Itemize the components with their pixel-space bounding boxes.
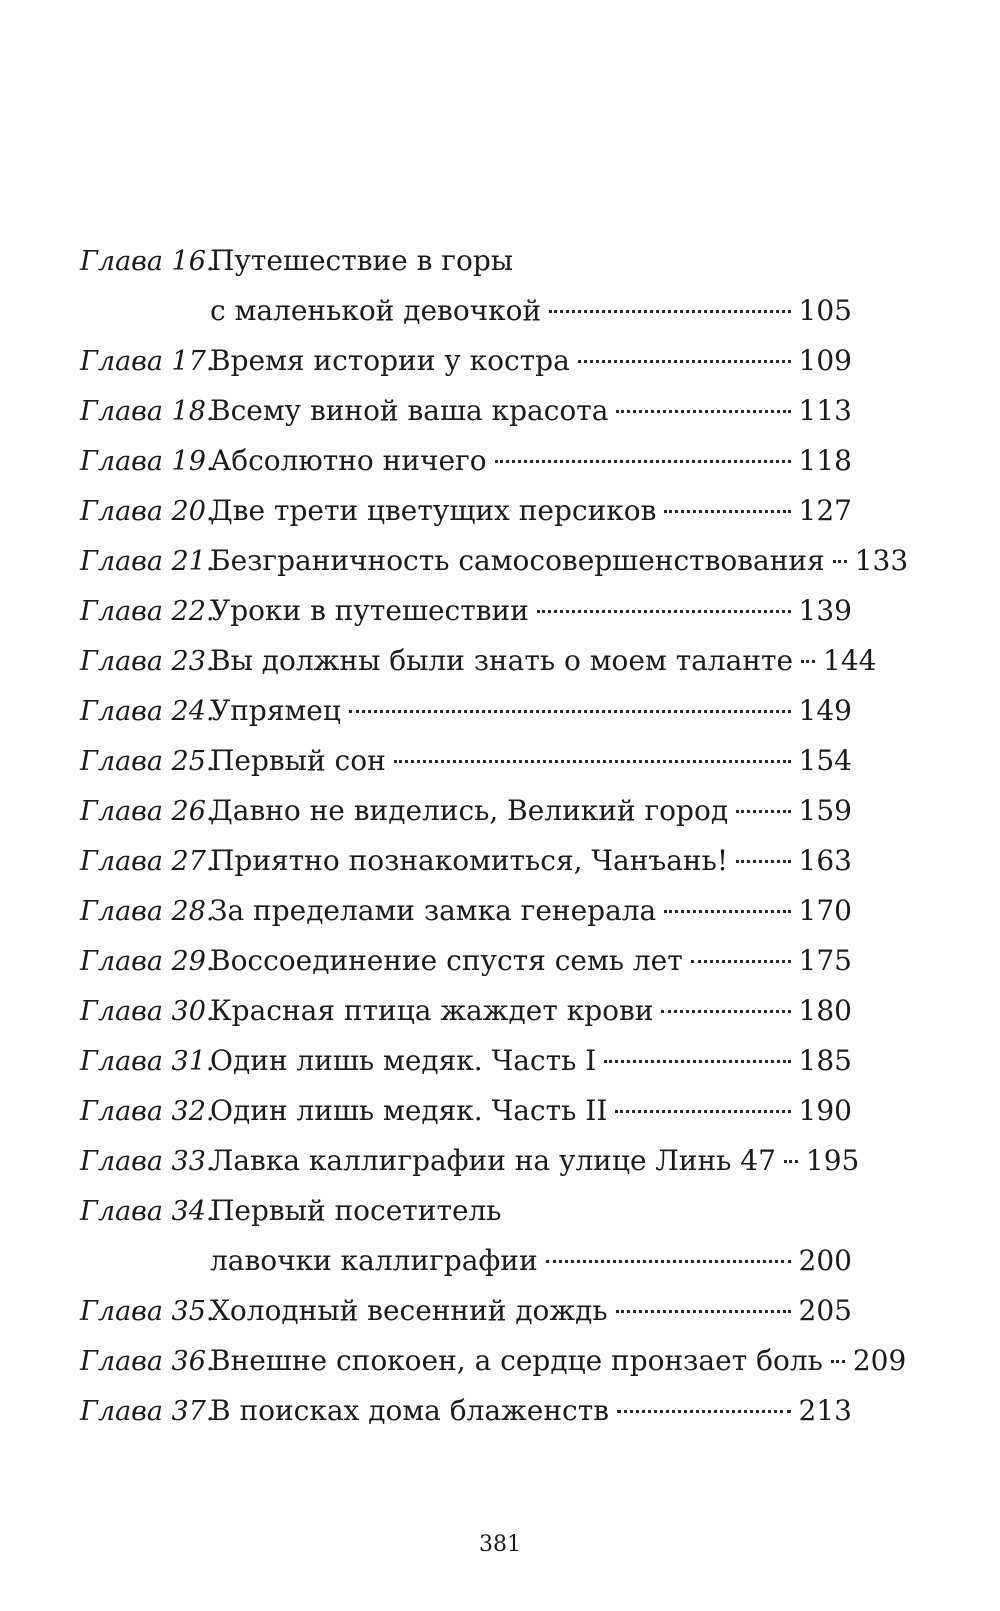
toc-entry	[80, 1286, 852, 1336]
chapter-title: Красная птица жаждет крови	[210, 994, 654, 1027]
dot-leader	[615, 1110, 790, 1113]
page-number: 209	[852, 1344, 907, 1377]
chapter-number: Глава 22.	[80, 596, 215, 627]
chapter-title: Холодный весенний дождь	[210, 1294, 608, 1327]
dot-leader	[664, 510, 790, 513]
chapter-title: Абсолютно ничего	[210, 444, 487, 477]
chapter-title: В поисках дома блаженств	[210, 1394, 609, 1427]
toc-entry	[80, 536, 909, 586]
chapter-number: Глава 33.	[80, 1146, 215, 1177]
page-number: 127	[798, 494, 852, 527]
dot-leader	[349, 710, 791, 713]
dot-leader	[664, 910, 790, 913]
page-number: 213	[798, 1394, 852, 1427]
chapter-number: Глава 23.	[80, 646, 215, 677]
chapter-title: Внешне спокоен, а сердце пронзает боль	[210, 1344, 823, 1377]
dot-leader	[833, 560, 847, 563]
chapter-number: Глава 16.	[80, 246, 215, 277]
dot-leader	[784, 1160, 798, 1163]
toc-entry	[80, 386, 852, 436]
dot-leader	[495, 460, 791, 463]
page-number: 190	[798, 1094, 852, 1127]
chapter-number: Глава 28.	[80, 896, 215, 927]
toc-entry	[80, 586, 852, 636]
page-number: 205	[798, 1294, 852, 1327]
page-number: 109	[798, 344, 852, 377]
dot-leader	[394, 760, 791, 763]
page-number: 163	[798, 844, 852, 877]
chapter-number: Глава 34.	[80, 1196, 215, 1227]
chapter-title: Первый сон	[210, 744, 386, 777]
toc-entry	[80, 736, 852, 786]
toc-entry	[80, 1386, 852, 1436]
chapter-number: Глава 21.	[80, 546, 215, 577]
dot-leader	[801, 660, 815, 663]
chapter-title: Две трети цветущих персиков	[210, 494, 657, 527]
toc-entry	[80, 1086, 852, 1136]
chapter-title: Путешествие в горы	[210, 244, 514, 277]
toc-entry	[80, 1186, 852, 1236]
folio-page-number: 381	[479, 1532, 521, 1557]
chapter-title: Время истории у костра	[210, 344, 570, 377]
chapter-title: Давно не виделись, Великий город	[210, 794, 729, 827]
chapter-title: Уроки в путешествии	[210, 594, 529, 627]
toc-entry	[80, 486, 852, 536]
dot-leader	[736, 810, 790, 813]
page-number: 180	[798, 994, 852, 1027]
chapter-number: Глава 17.	[80, 346, 215, 377]
page-number: 118	[798, 444, 852, 477]
toc-entry	[80, 886, 852, 936]
chapter-title: Упрямец	[210, 694, 341, 727]
dot-leader	[736, 860, 790, 863]
chapter-title: Один лишь медяк. Часть I	[210, 1044, 597, 1077]
chapter-number: Глава 37.	[80, 1396, 215, 1427]
chapter-number: Глава 35.	[80, 1296, 215, 1327]
dot-leader	[617, 1410, 791, 1413]
chapter-number: Глава 36.	[80, 1346, 215, 1377]
page-number: 105	[798, 294, 852, 327]
toc-entry	[80, 836, 852, 886]
toc-entry	[80, 686, 852, 736]
chapter-number: Глава 27.	[80, 846, 215, 877]
dot-leader	[578, 360, 791, 363]
dot-leader	[616, 410, 790, 413]
page-number: 154	[798, 744, 852, 777]
chapter-title: Вы должны были знать о моем таланте	[210, 644, 794, 677]
table-of-contents	[80, 236, 909, 1436]
page-number: 144	[823, 644, 877, 677]
page-number: 133	[854, 544, 909, 577]
page-number: 200	[798, 1244, 852, 1277]
chapter-number: Глава 20.	[80, 496, 215, 527]
dot-leader	[549, 310, 790, 313]
chapter-title: лавочки каллиграфии	[210, 1244, 538, 1277]
chapter-number: Глава 19.	[80, 446, 215, 477]
toc-entry	[80, 636, 877, 686]
chapter-number: Глава 30.	[80, 996, 215, 1027]
toc-entry	[80, 1036, 852, 1086]
toc-entry	[80, 336, 852, 386]
chapter-title: Лавка каллиграфии на улице Линь 47	[210, 1144, 776, 1177]
page-number: 159	[798, 794, 852, 827]
toc-entry	[80, 1236, 852, 1286]
chapter-number: Глава 24.	[80, 696, 215, 727]
page-number: 149	[798, 694, 852, 727]
chapter-number: Глава 26.	[80, 796, 215, 827]
toc-entry	[80, 786, 852, 836]
chapter-number: Глава 18.	[80, 396, 215, 427]
dot-leader	[537, 610, 791, 613]
chapter-number: Глава 29.	[80, 946, 215, 977]
page-number: 113	[798, 394, 852, 427]
page-number: 175	[798, 944, 852, 977]
page-number: 170	[798, 894, 852, 927]
toc-entry	[80, 236, 852, 286]
chapter-title: Безграничность самосовершенствования	[210, 544, 825, 577]
toc-entry	[80, 286, 852, 336]
toc-entry	[80, 936, 852, 986]
toc-entry	[80, 1136, 860, 1186]
chapter-number: Глава 25.	[80, 746, 215, 777]
chapter-title: Один лишь медяк. Часть II	[210, 1094, 608, 1127]
dot-leader	[604, 1060, 790, 1063]
chapter-title: Воссоединение спустя семь лет	[210, 944, 683, 977]
dot-leader	[616, 1310, 791, 1313]
chapter-title: За пределами замка генерала	[210, 894, 657, 927]
chapter-number: Глава 31.	[80, 1046, 215, 1077]
chapter-title: с маленькой девочкой	[210, 294, 542, 327]
dot-leader	[546, 1260, 791, 1263]
toc-entry	[80, 436, 852, 486]
chapter-title: Первый посетитель	[210, 1194, 502, 1227]
toc-entry	[80, 1336, 907, 1386]
page-number: 139	[798, 594, 852, 627]
chapter-title: Всему виной ваша красота	[210, 394, 609, 427]
chapter-number: Глава 32.	[80, 1096, 215, 1127]
dot-leader	[691, 960, 791, 963]
toc-entry	[80, 986, 852, 1036]
dot-leader	[661, 1010, 790, 1013]
dot-leader	[831, 1360, 845, 1363]
chapter-title: Приятно познакомиться, Чанъань!	[210, 844, 729, 877]
page-number: 185	[798, 1044, 852, 1077]
page-number: 195	[805, 1144, 860, 1177]
